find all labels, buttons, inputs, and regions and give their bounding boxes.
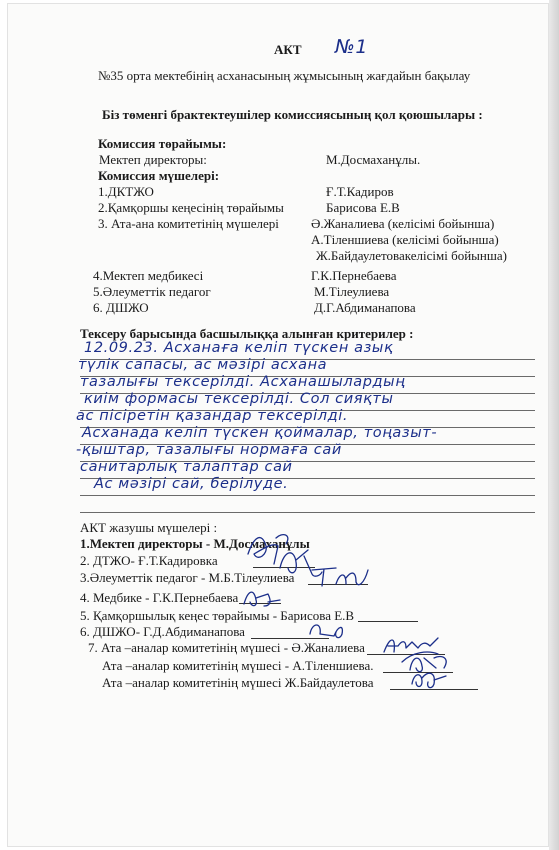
signature-line-dshzho: 6. ДШЖО- Г.Д.Абдиманапова — [80, 624, 245, 639]
chair-role: Мектеп директоры: — [99, 152, 207, 167]
document-subtitle: №35 орта мектебінің асханасының жұмысының жағдайын бақылау — [98, 68, 471, 83]
member-name: Барисова Е.В — [326, 200, 400, 215]
chair-heading: Комиссия төрайымы: — [98, 136, 227, 151]
ruled-line — [80, 512, 535, 513]
signature-line-nurse: 4. Медбике - Г.К.Пернебаева — [80, 590, 239, 605]
member-name: Ж.Байдаулетовакелісімі бойынша) — [316, 248, 507, 263]
member-role: 5.Әлеуметтік педагог — [93, 284, 211, 299]
member-name: Д.Г.Абдиманапова — [314, 300, 416, 315]
member-name: М.Тілеулиева — [314, 284, 390, 299]
signature-dshzho — [304, 616, 348, 644]
act-number: №1 — [335, 36, 369, 58]
signature-line-social-pedagogue: 3.Әлеуметтік педагог - М.Б.Тілеулиева — [80, 570, 295, 585]
member-name: Ә.Жаналиева (келісімі бойынша) — [311, 216, 495, 231]
handwritten-criteria-line: 12.09.23. Асханаға келіп түскен азық — [84, 340, 394, 356]
member-name: А.Тіленшиева (келісімі бойынша) — [311, 232, 499, 247]
member-name: Ғ.Т.Кадиров — [326, 184, 394, 199]
member-role: 2.Қамқоршы кеңесінің төрайымы — [98, 200, 284, 215]
member-role: 3. Ата-ана комитетінің мүшелері — [98, 216, 279, 231]
handwritten-criteria-line: Асханада келіп түскен қоймалар, тоңазыт- — [82, 425, 438, 441]
signature-line-director: 1.Мектеп директоры - М.Досмаханұлы — [80, 536, 310, 551]
signature-line-dtzho: 2. ДТЖО- Ғ.Т.Кадировка — [80, 553, 218, 568]
criteria-heading: Тексеру барысында басшылыққа алынған критерилер : — [80, 326, 414, 341]
signature-line-parent-2: Ата –аналар комитетінің мүшесі - А.Тіленшиева. — [102, 658, 374, 673]
handwritten-criteria-line: Ас мәзірі сай, берілуде. — [94, 476, 289, 492]
handwritten-criteria-line: санитарлық талаптар сай — [80, 459, 293, 475]
member-name: Г.К.Пернебаева — [311, 268, 397, 283]
ruled-line — [80, 495, 535, 496]
signature-parent-3 — [406, 666, 460, 694]
member-role: 1.ДКТЖО — [98, 184, 154, 199]
handwritten-criteria-line: киім формасы тексерілді. Сол сияқты — [84, 391, 394, 407]
document-page — [8, 4, 548, 846]
page-edge-shadow — [549, 0, 559, 850]
commission-intro: Біз төменгі брактектеушілер комиссиясының қол қоюшылары : — [102, 107, 483, 122]
chair-name: М.Досмаханұлы. — [326, 152, 421, 167]
handwritten-criteria-line: тазалығы тексерілді. Асханашылардың — [80, 374, 406, 390]
members-heading: Комиссия мүшелері: — [98, 168, 220, 183]
signature-nurse — [240, 584, 290, 612]
signature-blank — [358, 621, 418, 622]
handwritten-criteria-line: -қыштар, тазалығы нормаға сай — [76, 442, 342, 458]
handwritten-criteria-line: ас пісіретін қазандар тексерілді. — [76, 408, 349, 424]
signature-social-pedagogue — [306, 560, 376, 594]
document-title: АКТ — [274, 42, 302, 57]
member-role: 6. ДШЖО — [93, 300, 149, 315]
member-role: 4.Мектеп медбикесі — [93, 268, 204, 283]
signature-line-board-chair: 5. Қамқоршылық кеңес төрайымы - Барисова Е.В — [80, 608, 355, 623]
signature-line-parent-1: 7. Ата –аналар комитетінің мүшесі - Ә.Жаналиева — [88, 640, 365, 655]
signature-line-parent-3: Ата –аналар комитетінің мүшесі Ж.Байдаулетова — [102, 675, 374, 690]
handwritten-criteria-line: түлік сапасы, ас мәзірі асхана — [78, 357, 328, 373]
signatures-heading: АКТ жазушы мүшелері : — [80, 520, 218, 535]
